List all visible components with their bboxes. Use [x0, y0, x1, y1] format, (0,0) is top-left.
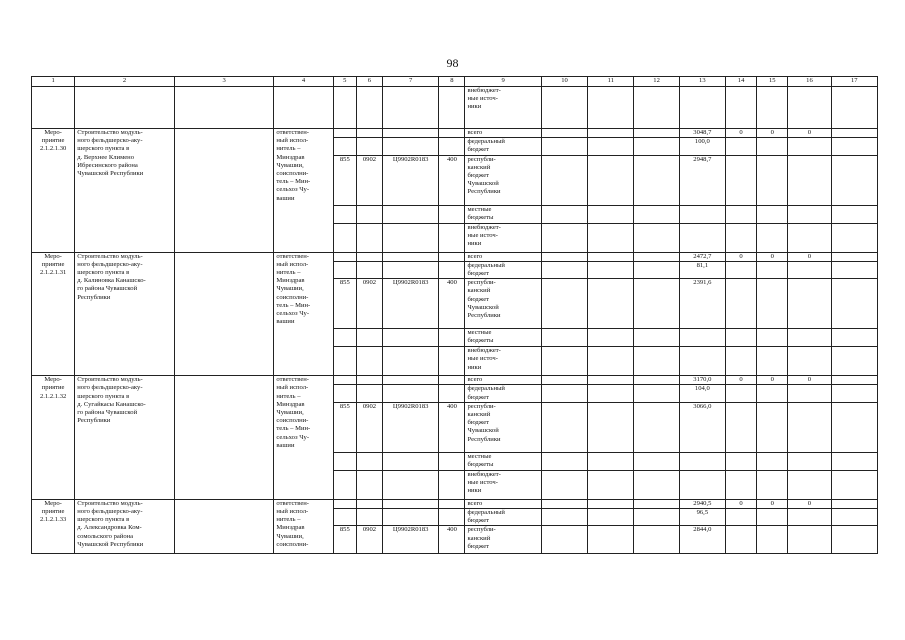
- amount-cell: 0: [788, 499, 831, 508]
- funding-source-cell: внебюджет- ные источ- ники: [465, 87, 541, 129]
- header-col-9: 9: [465, 77, 541, 87]
- cell-col-11: [588, 155, 634, 205]
- cell-col-12: [634, 470, 679, 499]
- cell-col-7: [383, 499, 439, 508]
- cell-col-6: [356, 509, 382, 526]
- funding-source-cell: федеральный бюджет: [465, 261, 541, 278]
- amount-cell: [757, 452, 788, 470]
- cell-col-6: [356, 87, 382, 129]
- cell-col-3: [174, 129, 274, 253]
- cell-col-8: [439, 509, 465, 526]
- funding-source-cell: местные бюджеты: [465, 205, 541, 223]
- funding-source-cell: республи- канский бюджет Чувашской Республики: [465, 279, 541, 329]
- cell-col-10: [541, 347, 587, 376]
- cell-col-7: [383, 329, 439, 347]
- cell-col-6: [356, 129, 382, 138]
- measure-code-cell: Меро- приятие 2.1.2.1.32: [32, 376, 75, 500]
- amount-cell: [788, 279, 831, 329]
- cell-col-6: [356, 499, 382, 508]
- amount-cell: [788, 452, 831, 470]
- cell-col-12: [634, 261, 679, 278]
- funding-source-cell: республи- канский бюджет Чувашской Республики: [465, 155, 541, 205]
- cell-col-11: [588, 452, 634, 470]
- cell-col-11: [588, 470, 634, 499]
- cell-col-4: [274, 87, 333, 129]
- cell-col-7: [383, 252, 439, 261]
- cell-col-8: [439, 87, 465, 129]
- cell-col-5: [333, 452, 356, 470]
- cell-col-5: [333, 376, 356, 385]
- cell-col-8: [439, 252, 465, 261]
- amount-cell: [757, 329, 788, 347]
- amount-cell: [757, 155, 788, 205]
- cell-col-17: [831, 138, 877, 155]
- cell-col-12: [634, 129, 679, 138]
- cell-col-7: [383, 138, 439, 155]
- amount-cell: 0: [725, 376, 756, 385]
- cell-col-10: [541, 205, 587, 223]
- amount-cell: [725, 155, 756, 205]
- vr-cell: 400: [439, 279, 465, 329]
- amount-cell: 100,0: [679, 138, 725, 155]
- cell-col-6: [356, 329, 382, 347]
- amount-cell: [679, 205, 725, 223]
- continuation-row: [32, 87, 878, 129]
- cell-col-7: [383, 385, 439, 402]
- amount-cell: [757, 347, 788, 376]
- cell-col-16: [788, 87, 831, 129]
- cell-col-6: [356, 385, 382, 402]
- amount-cell: [757, 402, 788, 452]
- cell-col-7: [383, 452, 439, 470]
- cell-col-10: [541, 509, 587, 526]
- cell-col-12: [634, 385, 679, 402]
- cell-col-5: [333, 129, 356, 138]
- cell-col-6: [356, 347, 382, 376]
- amount-cell: [725, 347, 756, 376]
- cell-col-12: [634, 452, 679, 470]
- cell-col-10: [541, 385, 587, 402]
- measure-code-cell: Меро- приятие 2.1.2.1.33: [32, 499, 75, 554]
- header-col-7: 7: [383, 77, 439, 87]
- cell-col-17: [831, 376, 877, 385]
- measure-code-cell: Меро- приятие 2.1.2.1.30: [32, 129, 75, 253]
- amount-cell: 0: [725, 499, 756, 508]
- cell-col-6: [356, 452, 382, 470]
- cell-col-7: [383, 87, 439, 129]
- cell-col-5: [333, 223, 356, 252]
- amount-cell: 0: [757, 252, 788, 261]
- funding-source-cell: всего: [465, 129, 541, 138]
- cell-col-7: [383, 509, 439, 526]
- amount-cell: [725, 526, 756, 554]
- executor-cell: ответствен- ный испол- нитель – Минздрав Чувашии, соисполни- тель – Мин- сельхоз Чу- вашии: [274, 252, 333, 376]
- amount-cell: [757, 138, 788, 155]
- cell-col-10: [541, 452, 587, 470]
- cell-col-6: [356, 376, 382, 385]
- amount-cell: 0: [725, 129, 756, 138]
- cell-col-10: [541, 526, 587, 554]
- vr-cell: 400: [439, 402, 465, 452]
- grbs-cell: 855: [333, 526, 356, 554]
- cell-col-17: [831, 385, 877, 402]
- amount-cell: [788, 155, 831, 205]
- cell-col-12: [634, 252, 679, 261]
- funding-source-cell: внебюджет- ные источ- ники: [465, 223, 541, 252]
- cell-col-6: [356, 470, 382, 499]
- cell-col-12: [634, 499, 679, 508]
- cell-col-6: [356, 261, 382, 278]
- cell-col-10: [541, 261, 587, 278]
- amount-cell: [725, 279, 756, 329]
- cell-col-2: [75, 87, 175, 129]
- cell-col-13: [679, 87, 725, 129]
- funding-source-cell: местные бюджеты: [465, 329, 541, 347]
- cell-col-11: [588, 223, 634, 252]
- amount-cell: 96,5: [679, 509, 725, 526]
- measure-name-cell: Строительство модуль- ного фельдшерско-аку- шерского пункта в д. Сугайкасы Канашско- го района Чувашской Республики: [75, 376, 175, 500]
- cell-col-11: [588, 329, 634, 347]
- funding-source-cell: всего: [465, 499, 541, 508]
- cell-col-12: [634, 205, 679, 223]
- amount-cell: [757, 223, 788, 252]
- cell-col-12: [634, 347, 679, 376]
- executor-cell: ответствен- ный испол- нитель – Минздрав Чувашии, соисполни- тель – Мин- сельхоз Чу- вашии: [274, 376, 333, 500]
- rz-cell: 0902: [356, 402, 382, 452]
- amount-cell: 0: [757, 129, 788, 138]
- cell-col-11: [588, 376, 634, 385]
- cell-col-10: [541, 223, 587, 252]
- cell-col-3: [174, 87, 274, 129]
- header-col-16: 16: [788, 77, 831, 87]
- cell-col-5: [333, 261, 356, 278]
- cell-col-8: [439, 452, 465, 470]
- cell-col-8: [439, 205, 465, 223]
- cell-col-17: [831, 526, 877, 554]
- executor-cell: ответствен- ный испол- нитель – Минздрав Чувашии, соисполни-: [274, 499, 333, 554]
- amount-cell: [788, 402, 831, 452]
- cell-col-6: [356, 223, 382, 252]
- csr-cell: Ц9902R0183: [383, 279, 439, 329]
- amount-cell: [679, 347, 725, 376]
- amount-cell: 2940,5: [679, 499, 725, 508]
- cell-col-17: [831, 452, 877, 470]
- cell-col-12: [634, 87, 679, 129]
- amount-cell: [788, 205, 831, 223]
- cell-col-11: [588, 138, 634, 155]
- cell-col-10: [541, 470, 587, 499]
- cell-col-12: [634, 279, 679, 329]
- amount-cell: [679, 223, 725, 252]
- executor-cell: ответствен- ный испол- нитель – Минздрав Чувашии, соисполни- тель – Мин- сельхоз Чу- вашии: [274, 129, 333, 253]
- cell-col-14: [725, 87, 756, 129]
- funding-source-cell: всего: [465, 252, 541, 261]
- header-col-5: 5: [333, 77, 356, 87]
- cell-col-12: [634, 138, 679, 155]
- amount-cell: 2391,6: [679, 279, 725, 329]
- header-col-2: 2: [75, 77, 175, 87]
- cell-col-1: [32, 87, 75, 129]
- page-number: 98: [446, 56, 459, 70]
- amount-cell: [788, 509, 831, 526]
- cell-col-10: [541, 155, 587, 205]
- amount-cell: [725, 385, 756, 402]
- funding-source-cell: федеральный бюджет: [465, 509, 541, 526]
- header-col-17: 17: [831, 77, 877, 87]
- amount-cell: 0: [788, 376, 831, 385]
- amount-cell: [725, 509, 756, 526]
- amount-cell: [725, 470, 756, 499]
- amount-cell: [725, 223, 756, 252]
- funding-source-cell: федеральный бюджет: [465, 385, 541, 402]
- measure-name-cell: Строительство модуль- ного фельдшерско-аку- шерского пункта в д. Калиновка Канашско- го района Чувашской Республики: [75, 252, 175, 376]
- amount-cell: [757, 279, 788, 329]
- amount-cell: 0: [757, 499, 788, 508]
- cell-col-5: [333, 329, 356, 347]
- cell-col-10: [541, 279, 587, 329]
- cell-col-17: [831, 87, 877, 129]
- cell-col-7: [383, 376, 439, 385]
- funding-source-cell: внебюджет- ные источ- ники: [465, 347, 541, 376]
- amount-cell: [725, 205, 756, 223]
- cell-col-10: [541, 376, 587, 385]
- cell-col-15: [757, 87, 788, 129]
- cell-col-11: [588, 347, 634, 376]
- rz-cell: 0902: [356, 279, 382, 329]
- header-col-10: 10: [541, 77, 587, 87]
- cell-col-11: [588, 385, 634, 402]
- cell-col-17: [831, 129, 877, 138]
- cell-col-17: [831, 470, 877, 499]
- cell-col-12: [634, 402, 679, 452]
- header-col-3: 3: [174, 77, 274, 87]
- amount-cell: 3170,0: [679, 376, 725, 385]
- cell-col-3: [174, 376, 274, 500]
- rz-cell: 0902: [356, 155, 382, 205]
- amount-cell: [788, 138, 831, 155]
- cell-col-8: [439, 329, 465, 347]
- cell-col-12: [634, 376, 679, 385]
- amount-cell: [788, 223, 831, 252]
- cell-col-7: [383, 129, 439, 138]
- cell-col-8: [439, 129, 465, 138]
- cell-col-12: [634, 526, 679, 554]
- funding-source-cell: всего: [465, 376, 541, 385]
- amount-cell: 0: [725, 252, 756, 261]
- amount-cell: 2948,7: [679, 155, 725, 205]
- cell-col-8: [439, 470, 465, 499]
- cell-col-17: [831, 347, 877, 376]
- amount-cell: 3066,0: [679, 402, 725, 452]
- csr-cell: Ц9902R0183: [383, 402, 439, 452]
- cell-col-17: [831, 205, 877, 223]
- measure-row: [32, 376, 878, 385]
- amount-cell: 2472,7: [679, 252, 725, 261]
- amount-cell: 104,0: [679, 385, 725, 402]
- cell-col-11: [588, 402, 634, 452]
- amount-cell: [788, 329, 831, 347]
- amount-cell: [757, 261, 788, 278]
- cell-col-12: [634, 509, 679, 526]
- cell-col-10: [541, 252, 587, 261]
- amount-cell: [679, 470, 725, 499]
- cell-col-8: [439, 261, 465, 278]
- cell-col-10: [541, 129, 587, 138]
- amount-cell: [757, 205, 788, 223]
- amount-cell: [757, 470, 788, 499]
- header-col-4: 4: [274, 77, 333, 87]
- cell-col-17: [831, 329, 877, 347]
- amount-cell: [725, 138, 756, 155]
- cell-col-11: [588, 129, 634, 138]
- cell-col-8: [439, 223, 465, 252]
- budget-table: [31, 76, 878, 554]
- header-col-8: 8: [439, 77, 465, 87]
- cell-col-8: [439, 138, 465, 155]
- header-row: [32, 77, 878, 87]
- cell-col-7: [383, 261, 439, 278]
- vr-cell: 400: [439, 155, 465, 205]
- amount-cell: [725, 402, 756, 452]
- cell-col-11: [588, 279, 634, 329]
- amount-cell: [757, 509, 788, 526]
- cell-col-7: [383, 205, 439, 223]
- amount-cell: [679, 452, 725, 470]
- cell-col-17: [831, 155, 877, 205]
- cell-col-17: [831, 402, 877, 452]
- amount-cell: [788, 385, 831, 402]
- amount-cell: [788, 347, 831, 376]
- header-col-1: 1: [32, 77, 75, 87]
- vr-cell: 400: [439, 526, 465, 554]
- measure-row: [32, 252, 878, 261]
- cell-col-12: [634, 329, 679, 347]
- header-col-11: 11: [588, 77, 634, 87]
- cell-col-17: [831, 279, 877, 329]
- amount-cell: 81,1: [679, 261, 725, 278]
- amount-cell: [725, 261, 756, 278]
- cell-col-3: [174, 252, 274, 376]
- cell-col-3: [174, 499, 274, 554]
- funding-source-cell: федеральный бюджет: [465, 138, 541, 155]
- header-col-15: 15: [757, 77, 788, 87]
- funding-source-cell: республи- канский бюджет: [465, 526, 541, 554]
- cell-col-5: [333, 87, 356, 129]
- cell-col-17: [831, 252, 877, 261]
- amount-cell: [725, 329, 756, 347]
- cell-col-10: [541, 87, 587, 129]
- cell-col-11: [588, 87, 634, 129]
- cell-col-12: [634, 155, 679, 205]
- grbs-cell: 855: [333, 155, 356, 205]
- amount-cell: 0: [757, 376, 788, 385]
- rz-cell: 0902: [356, 526, 382, 554]
- cell-col-11: [588, 261, 634, 278]
- amount-cell: [757, 526, 788, 554]
- funding-source-cell: республи- канский бюджет Чувашской Республики: [465, 402, 541, 452]
- cell-col-7: [383, 223, 439, 252]
- measure-row: [32, 499, 878, 508]
- csr-cell: Ц9902R0183: [383, 155, 439, 205]
- cell-col-5: [333, 470, 356, 499]
- header-col-6: 6: [356, 77, 382, 87]
- amount-cell: [788, 526, 831, 554]
- measure-name-cell: Строительство модуль- ного фельдшерско-аку- шерского пункта в д. Верхнее Климено Ибресинского района Чувашской Республики: [75, 129, 175, 253]
- amount-cell: 3048,7: [679, 129, 725, 138]
- grbs-cell: 855: [333, 279, 356, 329]
- cell-col-11: [588, 205, 634, 223]
- cell-col-17: [831, 223, 877, 252]
- grbs-cell: 855: [333, 402, 356, 452]
- cell-col-5: [333, 347, 356, 376]
- measure-code-cell: Меро- приятие 2.1.2.1.31: [32, 252, 75, 376]
- cell-col-5: [333, 138, 356, 155]
- amount-cell: [725, 452, 756, 470]
- cell-col-17: [831, 261, 877, 278]
- funding-source-cell: внебюджет- ные источ- ники: [465, 470, 541, 499]
- cell-col-10: [541, 138, 587, 155]
- header-col-13: 13: [679, 77, 725, 87]
- cell-col-5: [333, 385, 356, 402]
- cell-col-5: [333, 205, 356, 223]
- measure-name-cell: Строительство модуль- ного фельдшерско-аку- шерского пункта в д. Александровка Ком- сомольского района Чувашской Республики: [75, 499, 175, 554]
- cell-col-10: [541, 499, 587, 508]
- amount-cell: [788, 261, 831, 278]
- cell-col-6: [356, 205, 382, 223]
- header-col-14: 14: [725, 77, 756, 87]
- header-col-12: 12: [634, 77, 679, 87]
- amount-cell: 2844,0: [679, 526, 725, 554]
- cell-col-5: [333, 499, 356, 508]
- cell-col-8: [439, 376, 465, 385]
- cell-col-6: [356, 252, 382, 261]
- amount-cell: [788, 470, 831, 499]
- cell-col-5: [333, 509, 356, 526]
- cell-col-8: [439, 385, 465, 402]
- cell-col-5: [333, 252, 356, 261]
- cell-col-11: [588, 252, 634, 261]
- cell-col-17: [831, 499, 877, 508]
- cell-col-12: [634, 223, 679, 252]
- cell-col-10: [541, 329, 587, 347]
- amount-cell: [679, 329, 725, 347]
- cell-col-8: [439, 499, 465, 508]
- amount-cell: 0: [788, 129, 831, 138]
- cell-col-8: [439, 347, 465, 376]
- cell-col-10: [541, 402, 587, 452]
- cell-col-7: [383, 470, 439, 499]
- cell-col-11: [588, 499, 634, 508]
- measure-row: [32, 129, 878, 138]
- amount-cell: 0: [788, 252, 831, 261]
- cell-col-7: [383, 347, 439, 376]
- amount-cell: [757, 385, 788, 402]
- cell-col-11: [588, 526, 634, 554]
- cell-col-6: [356, 138, 382, 155]
- cell-col-11: [588, 509, 634, 526]
- cell-col-17: [831, 509, 877, 526]
- funding-source-cell: местные бюджеты: [465, 452, 541, 470]
- csr-cell: Ц9902R0183: [383, 526, 439, 554]
